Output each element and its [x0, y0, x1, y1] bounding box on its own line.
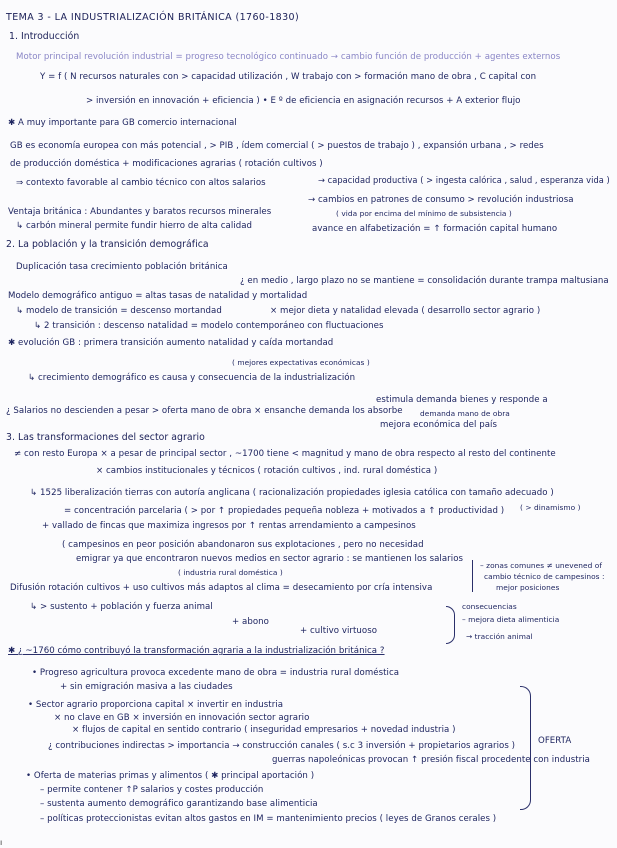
consequence-label: consecuencias: [462, 602, 517, 611]
answer-4: • Oferta de materias primas y alimentos ( ✱ principal aportación ): [26, 771, 315, 781]
demo-line-2: Modelo demográfico antiguo = altas tasas de natalidad y mortalidad: [8, 291, 308, 301]
demo-line-6: ( mejores expectativas económicas ): [232, 358, 370, 367]
intro-line-9: ↳ carbón mineral permite fundir hierro de alta calidad: [16, 221, 253, 231]
answer-4a: – permite contener ↑P salarios y costes producción: [40, 785, 264, 795]
answer-1a: + sin emigración masiva a las ciudades: [60, 682, 233, 692]
demo-line-7b: estimula demanda bienes y responde a: [376, 395, 548, 405]
demo-line-8b: mejora económica del país: [380, 420, 497, 430]
agrar-line-5: + vallado de fincas que maximiza ingresos por ↑ rentas arrendamiento a campesinos: [42, 521, 416, 531]
intro-line-5: GB es economía europea con más potencial , > PIB , ídem comercial ( > puestos de trabajo ) , expansión urbana , > redes: [10, 141, 544, 151]
section-heading-1: 1. Introducción: [9, 31, 80, 42]
answer-3: ¿ contribuciones indirectas > importancia → construcción canales ( s.c 3 inversión + propietarios agrarios ): [48, 741, 516, 751]
divider-line: [472, 560, 473, 592]
answer-4c: – políticas proteccionistas evitan altos gastos en IM = mantenimiento precios ( leyes de Granos cerales ): [40, 814, 497, 824]
answer-2: • Sector agrario proporciona capital × invertir en industria: [28, 700, 284, 710]
demo-line-4: ↳ 2 transición : descenso natalidad = modelo contemporáneo con fluctuaciones: [34, 321, 384, 331]
intro-line-2: Y = f ( N recursos naturales con > capacidad utilización , W trabajo con > formación mano de obra , C capital con: [40, 72, 537, 82]
answer-1: • Progreso agricultura provoca excedente mano de obra = industria rural doméstica: [32, 668, 400, 678]
agrar-side-1: – zonas comunes ≠ unevened of: [480, 561, 602, 570]
intro-line-1: Motor principal revolución industrial = progreso tecnológico continuado → cambio función de producción + agentes externos: [16, 52, 561, 62]
agrar-line-6: ( campesinos en peor posición abandonaron sus explotaciones , pero no necesidad: [62, 540, 424, 550]
demo-line-5b: × mejor dieta y natalidad elevada ( desarrollo sector agrario ): [270, 306, 541, 316]
answer-3b: guerras napoleónicas provocan ↑ presión fiscal procedente con industria: [272, 755, 590, 765]
agrar-line-7: emigrar ya que encontraron nuevos medios en sector agrario : se mantienen los salarios: [76, 554, 464, 564]
oferta-brace: [520, 686, 531, 810]
intro-line-7: ⇒ contexto favorable al cambio técnico con altos salarios: [16, 178, 266, 188]
intro-branch-4: avance en alfabetización = ↑ formación capital humano: [312, 224, 558, 234]
demo-line-7c: demanda mano de obra: [420, 409, 510, 418]
demo-line-8: ¿ Salarios no descienden a pesar > oferta mano de obra × ensanche demanda los absorbe: [6, 406, 403, 416]
agrar-line-7b: ( industria rural doméstica ): [178, 568, 283, 577]
intro-branch-3: ( vida por encima del mínimo de subsistencia ): [336, 209, 512, 218]
agrar-line-9b: + abono: [232, 617, 269, 627]
agrar-line-9c: + cultivo virtuoso: [300, 626, 378, 636]
intro-branch-2: → cambios en patrones de consumo > revolución industriosa: [308, 195, 574, 205]
answer-4b: – sustenta aumento demográfico garantizando base alimenticia: [40, 799, 318, 809]
answer-2a: × no clave en GB × inversión en innovación sector agrario: [54, 713, 310, 723]
answer-2b: × flujos de capital en sentido contrario ( inseguridad empresarios + novedad industria ): [72, 725, 456, 735]
section-heading-3: 3. Las transformaciones del sector agrario: [6, 432, 205, 443]
consequence-item-2: → tracción animal: [466, 632, 533, 641]
intro-line-3: > inversión en innovación + eficiencia ) • E º de eficiencia en asignación recursos + A exterior flujo: [86, 96, 521, 106]
intro-line-4: ✱ A muy importante para GB comercio internacional: [8, 118, 237, 128]
agrar-line-9: ↳ > sustento + población y fuerza animal: [30, 602, 213, 612]
oferta-label: OFERTA: [538, 736, 572, 746]
agrar-line-1: ≠ con resto Europa × a pesar de principal sector , ~1700 tiene < magnitud y mano de obra respecto al resto del continente: [14, 449, 556, 459]
intro-line-8: Ventaja británica : Abundantes y baratos recursos minerales: [8, 207, 272, 217]
demo-line-1: Duplicación tasa crecimiento población británica: [16, 262, 228, 272]
section-heading-2: 2. La población y la transición demográfica: [6, 239, 209, 250]
demo-line-3: ↳ modelo de transición = descenso mortandad: [16, 306, 222, 316]
agrar-line-2: × cambios institucionales y técnicos ( rotación cultivos , ind. rural doméstica ): [96, 466, 438, 476]
intro-line-6: de producción doméstica + modificaciones agrarias ( rotación cultivos ): [10, 159, 323, 169]
agrar-side-3: mejor posiciones: [496, 583, 560, 592]
page-title: TEMA 3 - LA INDUSTRIALIZACIÓN BRITÁNICA (1760-1830): [6, 12, 300, 23]
agrar-side-2: cambio técnico de campesinos :: [484, 572, 605, 581]
agrar-line-4: = concentración parcelaria ( > por ↑ propiedades pequeña nobleza + motivados a ↑ productividad ): [64, 506, 505, 516]
key-question: ✱ ¿ ~1760 cómo contribuyó la transformación agraria a la industrialización británica ?: [8, 646, 385, 656]
intro-branch-1: → capacidad productiva ( > ingesta calórica , salud , esperanza vida ): [318, 176, 610, 186]
agrar-line-8: Difusión rotación cultivos + uso cultivos más adaptos al clima = desecamiento por cría intensiva: [10, 583, 433, 593]
agrar-line-3b: ( > dinamismo ): [520, 503, 581, 512]
page-edge-mark: ı: [0, 838, 3, 847]
consequence-item-1: – mejora dieta alimenticia: [462, 615, 560, 624]
demo-line-7: ↳ crecimiento demográfico es causa y consecuencia de la industrialización: [28, 373, 356, 383]
agrar-line-3: ↳ 1525 liberalización tierras con autoría anglicana ( racionalización propiedades iglesia católica con tamaño adecuado ): [30, 488, 554, 498]
demo-line-1b: ¿ en medio , largo plazo no se mantiene = consolidación durante trampa maltusiana: [240, 276, 609, 286]
consequence-brace: [446, 606, 455, 644]
demo-line-5: ✱ evolución GB : primera transición aumento natalidad y caída mortandad: [8, 338, 334, 348]
